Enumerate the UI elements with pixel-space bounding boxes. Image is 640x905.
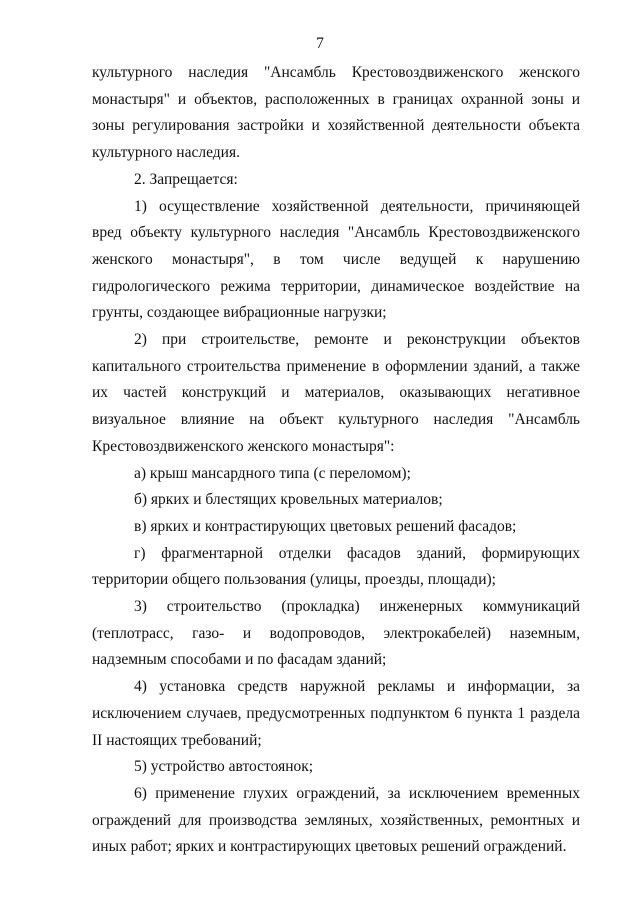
paragraph-item-4: 4) установка средств наружной рекламы и информации, за исключением случаев, предусмотренных подпунктом 6 пункта 1 раздела II настоящих требований; xyxy=(92,678,580,749)
document-body xyxy=(92,60,580,861)
paragraph-subitem-b: б) ярких и блестящих кровельных материалов; xyxy=(134,491,443,509)
paragraph-subitem-v: в) ярких и контрастирующих цветовых решений фасадов; xyxy=(134,517,517,535)
paragraph-section-2-heading: 2. Запрещается: xyxy=(134,170,238,188)
paragraph-item-2: 2) при строительстве, ремонте и реконструкции объектов капитального строительства применение в оформлении зданий, а также их частей конструкций и материалов, оказывающих негативное визуальное влияние на объект культурного наследия "Ансамбль Крестовоздвиженского женского монастыря": xyxy=(92,331,580,455)
paragraph-item-6: 6) применение глухих ограждений, за исключением временных ограждений для производства земляных, хозяйственных, ремонтных и иных работ; ярких и контрастирующих цветовых решений ограждений. xyxy=(92,784,580,856)
paragraph-subitem-g: г) фрагментарной отделки фасадов зданий, формирующих территории общего пользования (улицы, проезды, площади); xyxy=(92,544,580,589)
paragraph-item-5: 5) устройство автостоянок; xyxy=(134,758,314,776)
paragraph-subitem-a: а) крыш мансардного типа (с переломом); xyxy=(134,464,411,482)
paragraph-item-3: 3) строительство (прокладка) инженерных коммуникаций (теплотрасс, газо- и водопроводов, электрокабелей) наземным, надземным способами и по фасадам зданий; xyxy=(92,598,580,669)
paragraph-item-1: 1) осуществление хозяйственной деятельности, причиняющей вред объекту культурного наследия "Ансамбль Крестовоздвиженского женского монастыря", в том числе ведущей к нарушению гидрологического режима территории, динамическое воздействие на грунты, создающее вибрационные нагрузки; xyxy=(92,197,580,322)
paragraph-continuation: культурного наследия "Ансамбль Крестовоздвиженского женского монастыря" и объектов, расположенных в границах охранной зоны и зоны регулирования застройки и хозяйственной деятельности объекта культурного наследия. xyxy=(92,64,580,162)
page-number: 7 xyxy=(316,35,324,52)
